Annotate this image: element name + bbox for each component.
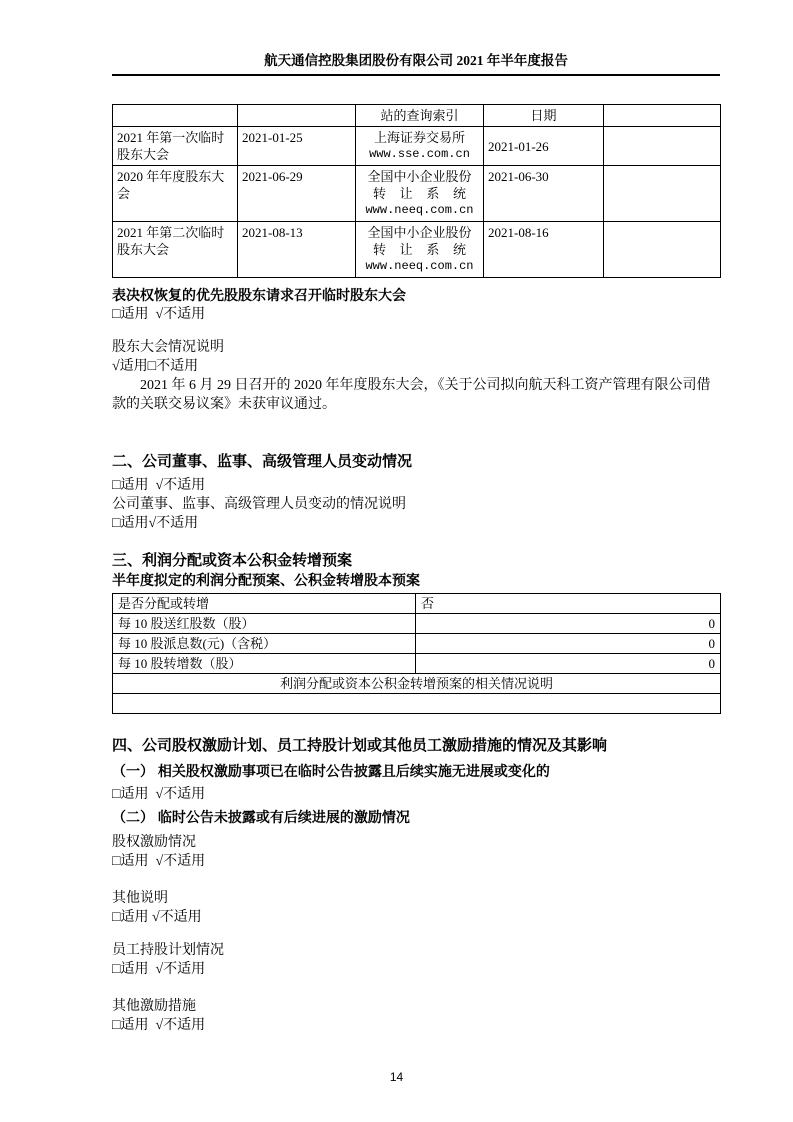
applicability-line: □适用 √不适用 [112, 962, 206, 977]
meeting-note-paragraph: 2021 年 6 月 29 日召开的 2020 年年度股东大会，《关于公司拟向航天科工资产管理有限公司借款的关联交易议案》未获审议通过。 [112, 378, 711, 412]
distribution-value-cell: 0 [416, 614, 721, 634]
meeting-note-title: 股东大会情况说明 [112, 340, 224, 355]
distribution-note-value-cell [113, 694, 721, 714]
disclosure-date-cell: 2021-08-16 [484, 222, 604, 278]
esop-title: 员工持股计划情况 [112, 943, 224, 958]
empty-cell [604, 127, 721, 166]
applicability-line: □适用 √不适用 [112, 478, 206, 493]
table-row [113, 654, 721, 674]
meeting-name-cell: 2020 年年度股东大会 [113, 166, 238, 222]
applicability-line: □适用 √不适用 [112, 910, 202, 925]
meeting-date-cell: 2021-06-29 [238, 166, 356, 222]
meeting-name-cell: 2021 年第一次临时股东大会 [113, 127, 238, 166]
table-row [113, 127, 721, 166]
distribution-value-cell: 否 [416, 594, 721, 614]
section-three-title: 三、利润分配或资本公积金转增预案 [112, 552, 353, 569]
other-note-title: 其他说明 [112, 891, 168, 906]
header-rule [112, 74, 720, 76]
document-header-title: 航天通信控股集团股份有限公司 2021 年半年度报告 [264, 53, 568, 68]
header-cell-site-index: 站的查询索引 [356, 105, 484, 127]
site-url: www.neeq.com.cn [365, 203, 474, 217]
site-url: www.sse.com.cn [369, 147, 470, 161]
site-name: 全国中小企业股份 [367, 169, 472, 184]
empty-cell [604, 222, 721, 278]
table-row [113, 634, 721, 654]
header-cell-empty-2 [238, 105, 356, 127]
distribution-label-cell: 每 10 股派息数(元)（含税） [113, 634, 416, 654]
table-header-row [113, 105, 721, 127]
site-url: www.neeq.com.cn [365, 259, 474, 273]
distribution-label-cell: 每 10 股送红股数（股） [113, 614, 416, 634]
site-name-line2: 转让系统 [373, 242, 480, 257]
disclosure-date-cell: 2021-01-26 [484, 127, 604, 166]
distribution-label-cell: 每 10 股转增数（股） [113, 654, 416, 674]
page-number: 14 [389, 1070, 404, 1084]
other-incentive-title: 其他激励措施 [112, 999, 196, 1014]
distribution-label-cell: 是否分配或转增 [113, 594, 416, 614]
applicability-line: √适用□不适用 [112, 359, 199, 374]
page-content [112, 0, 720, 1035]
section-three-subtitle: 半年度拟定的利润分配预案、公积金转增股本预案 [112, 572, 420, 588]
section-two-title: 二、公司董事、监事、高级管理人员变动情况 [112, 453, 413, 470]
empty-cell [604, 166, 721, 222]
preferred-shares-section-title: 表决权恢复的优先股股东请求召开临时股东大会 [112, 287, 406, 303]
table-row [113, 594, 721, 614]
disclosure-date-cell: 2021-06-30 [484, 166, 604, 222]
header-cell-empty-1 [113, 105, 238, 127]
shareholder-meetings-table [112, 104, 721, 278]
section-four-sub2-title: （二） 临时公告未披露或有后续进展的激励情况 [112, 809, 410, 825]
applicability-line: □适用√不适用 [112, 516, 199, 531]
distribution-value-cell: 0 [416, 634, 721, 654]
applicability-line: □适用 √不适用 [112, 307, 206, 322]
site-name: 上海证券交易所 [373, 130, 465, 145]
distribution-value-cell: 0 [416, 654, 721, 674]
applicability-line: □适用 √不适用 [112, 854, 206, 869]
management-change-note-title: 公司董事、监事、高级管理人员变动的情况说明 [112, 497, 406, 512]
section-four-title: 四、公司股权激励计划、员工持股计划或其他员工激励措施的情况及其影响 [112, 737, 608, 754]
site-cell [356, 222, 484, 278]
header-cell-empty-3 [604, 105, 721, 127]
applicability-line: □适用 √不适用 [112, 1018, 206, 1033]
meeting-name-cell: 2021 年第二次临时股东大会 [113, 222, 238, 278]
table-row [113, 614, 721, 634]
table-row [113, 674, 721, 694]
table-row [113, 694, 721, 714]
site-name-line2: 转让系统 [373, 186, 480, 201]
site-cell [356, 127, 484, 166]
site-cell [356, 166, 484, 222]
meeting-date-cell: 2021-01-25 [238, 127, 356, 166]
equity-incentive-title: 股权激励情况 [112, 835, 196, 850]
table-row [113, 222, 721, 278]
table-row [113, 166, 721, 222]
profit-distribution-table [112, 593, 721, 714]
header-cell-date: 日期 [484, 105, 604, 127]
meeting-date-cell: 2021-08-13 [238, 222, 356, 278]
section-four-sub1-title: （一） 相关股权激励事项已在临时公告披露且后续实施无进展或变化的 [112, 763, 550, 779]
applicability-line: □适用 √不适用 [112, 787, 206, 802]
site-name: 全国中小企业股份 [367, 225, 472, 240]
distribution-note-header-cell: 利润分配或资本公积金转增预案的相关情况说明 [113, 674, 721, 694]
